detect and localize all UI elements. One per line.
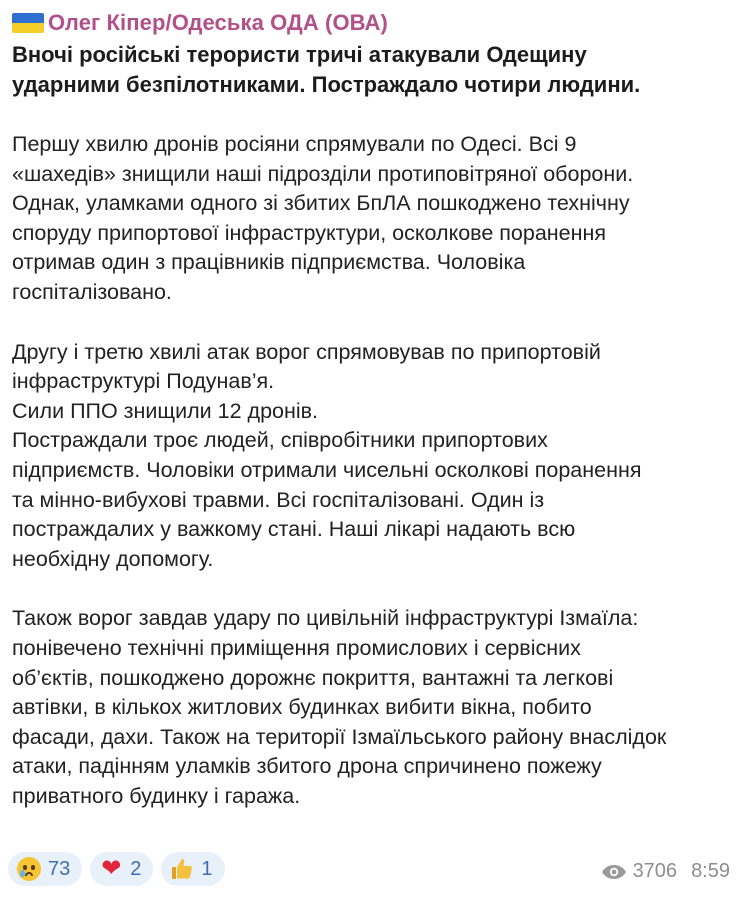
text-line: «шахедів» знищили наші підрозділи протиповітряної оборони. (12, 161, 634, 186)
reaction-count: 1 (201, 857, 213, 880)
text-line: госпіталізовано. (12, 279, 172, 304)
text-line: приватного будинку і гаража. (12, 783, 301, 808)
paragraph-2 (12, 338, 728, 575)
reaction-heart[interactable] (90, 852, 153, 886)
reaction-count: 2 (130, 857, 142, 880)
post-time: 8:59 (691, 860, 730, 882)
text-line: Постраждали троє людей, співробітники припортових (12, 428, 548, 453)
text-line: отримав один з працівників підприємства. Чоловіка (12, 250, 526, 275)
headline-line: ударними безпілотниками. Постраждало чотири людини. (12, 72, 641, 97)
text-line: споруду припортової інфраструктури, осколкове поранення (12, 220, 607, 245)
crying-face-icon (16, 856, 42, 882)
view-count: 3706 (632, 860, 678, 882)
thumbs-up-icon (169, 856, 195, 882)
paragraph-3 (12, 604, 728, 811)
reactions-bar (8, 852, 225, 886)
post-meta (601, 860, 730, 883)
paragraph-1 (12, 130, 728, 308)
text-line: та мінно-вибухові травми. Всі госпіталізовані. Один із (12, 487, 545, 512)
headline-line: Вночі російські терористи тричі атакували Одещину (12, 42, 587, 67)
text-line: необхідну допомогу. (12, 546, 214, 571)
text-line: Також ворог завдав удару по цивільній інфраструктурі Ізмаїла: (12, 606, 639, 631)
author-name[interactable]: Олег Кіпер/Одеська ОДА (ОВА) (48, 10, 388, 35)
reaction-thumbs-up[interactable] (161, 852, 224, 886)
red-heart-icon: ❤ (101, 855, 122, 882)
eye-icon (601, 864, 627, 880)
text-line: підприємств. Чоловіки отримали чисельні осколкові поранення (12, 457, 642, 482)
text-line: автівки, в кількох житлових будинках вибити вікна, побито (12, 695, 592, 720)
text-line: постраждалих у важкому стані. Наші лікарі надають всю (12, 517, 576, 542)
text-line: Першу хвилю дронів росіяни спрямували по Одесі. Всі 9 (12, 132, 577, 156)
text-line: понівечено технічні приміщення промислових і сервісних (12, 635, 581, 660)
reaction-count: 73 (48, 857, 71, 880)
post-footer (0, 848, 740, 890)
text-line: інфраструктурі Подунав’я. (12, 369, 275, 394)
text-line: Другу і третю хвилі атак ворог спрямовував по припортовій (12, 339, 601, 364)
text-line: об’єктів, пошкоджено дорожнє покриття, вантажні та легкові (12, 665, 614, 690)
text-line: Сили ППО знищили 12 дронів. (12, 398, 319, 423)
text-line: атаки, падінням уламків збитого дрона спричинено пожежу (12, 754, 602, 779)
ukraine-flag-icon (12, 13, 44, 33)
post-header (12, 10, 728, 36)
text-line: Однак, уламками одного зі збитих БпЛА пошкоджено технічну (12, 191, 630, 216)
reaction-crying[interactable] (8, 852, 82, 886)
text-line: фасади, дахи. Також на території Ізмаїльського району внаслідок (12, 724, 667, 749)
post-headline (12, 40, 728, 100)
